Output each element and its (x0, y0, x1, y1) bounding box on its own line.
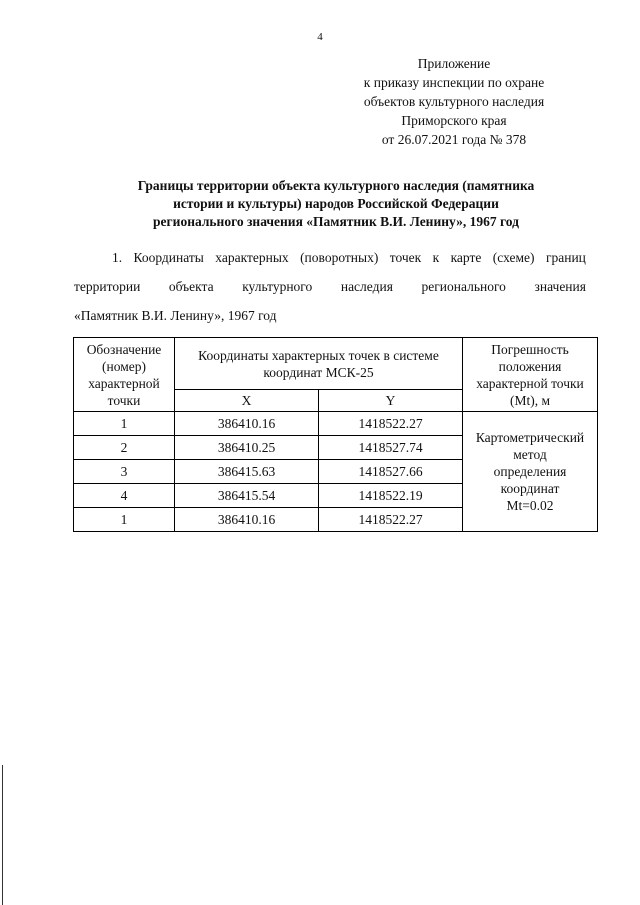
point-cell: 1 (74, 412, 175, 436)
y-cell: 1418527.74 (319, 436, 463, 460)
word: (поворотных) (300, 250, 379, 265)
x-cell: 386415.54 (175, 484, 319, 508)
appendix-line: объектов культурного наследия (363, 94, 545, 109)
paragraph-line-3: «Памятник В.И. Ленину», 1967 год (74, 308, 277, 323)
word: (схеме) (492, 250, 535, 265)
word: карте (450, 250, 482, 265)
title-line: Границы территории объекта культурного наследия (памятника (137, 178, 535, 193)
document-title (100, 177, 572, 231)
x-cell: 386415.63 (175, 460, 319, 484)
body-paragraph (74, 243, 586, 330)
coordinates-table (73, 337, 598, 532)
appendix-block (330, 54, 578, 149)
header-designation: Обозначение (номер) характерной точки (74, 338, 175, 412)
word: значения (534, 279, 586, 294)
word: к (432, 250, 440, 265)
appendix-line: Приложение (417, 56, 491, 71)
word: характерных (215, 250, 289, 265)
table-row (74, 412, 598, 436)
page-number: 4 (317, 31, 323, 43)
word: границ (545, 250, 586, 265)
title-line: регионального значения «Памятник В.И. Ленину», 1967 год (153, 214, 519, 229)
x-cell: 386410.16 (175, 508, 319, 532)
word: Координаты (133, 250, 204, 265)
word: наследия (340, 279, 393, 294)
point-cell: 3 (74, 460, 175, 484)
word: регионального (421, 279, 506, 294)
header-error: Погрешность положения характерной точки (Mt), м (463, 338, 598, 412)
point-cell: 4 (74, 484, 175, 508)
point-cell: 2 (74, 436, 175, 460)
paragraph-line-2 (74, 272, 586, 301)
header-coordinates: Координаты характерных точек в системе координат МСК-25 (175, 338, 463, 390)
appendix-line: к приказу инспекции по охране (363, 75, 545, 90)
title-line: истории и культуры) народов Российской Федерации (173, 196, 499, 211)
point-cell: 1 (74, 508, 175, 532)
scan-edge-line (2, 765, 3, 905)
appendix-line: от 26.07.2021 года № 378 (381, 132, 527, 147)
header-x: X (175, 390, 319, 412)
appendix-line: Приморского края (401, 113, 507, 128)
x-cell: 386410.16 (175, 412, 319, 436)
header-y: Y (319, 390, 463, 412)
x-cell: 386410.25 (175, 436, 319, 460)
paragraph-line-1 (74, 243, 586, 272)
method-cell: Картометрический метод определения координат Mt=0.02 (463, 412, 598, 532)
word: точек (389, 250, 422, 265)
word: территории (74, 279, 141, 294)
y-cell: 1418527.66 (319, 460, 463, 484)
word: объекта (168, 279, 214, 294)
y-cell: 1418522.27 (319, 508, 463, 532)
word: 1. (112, 250, 123, 265)
y-cell: 1418522.27 (319, 412, 463, 436)
word: культурного (242, 279, 313, 294)
y-cell: 1418522.19 (319, 484, 463, 508)
